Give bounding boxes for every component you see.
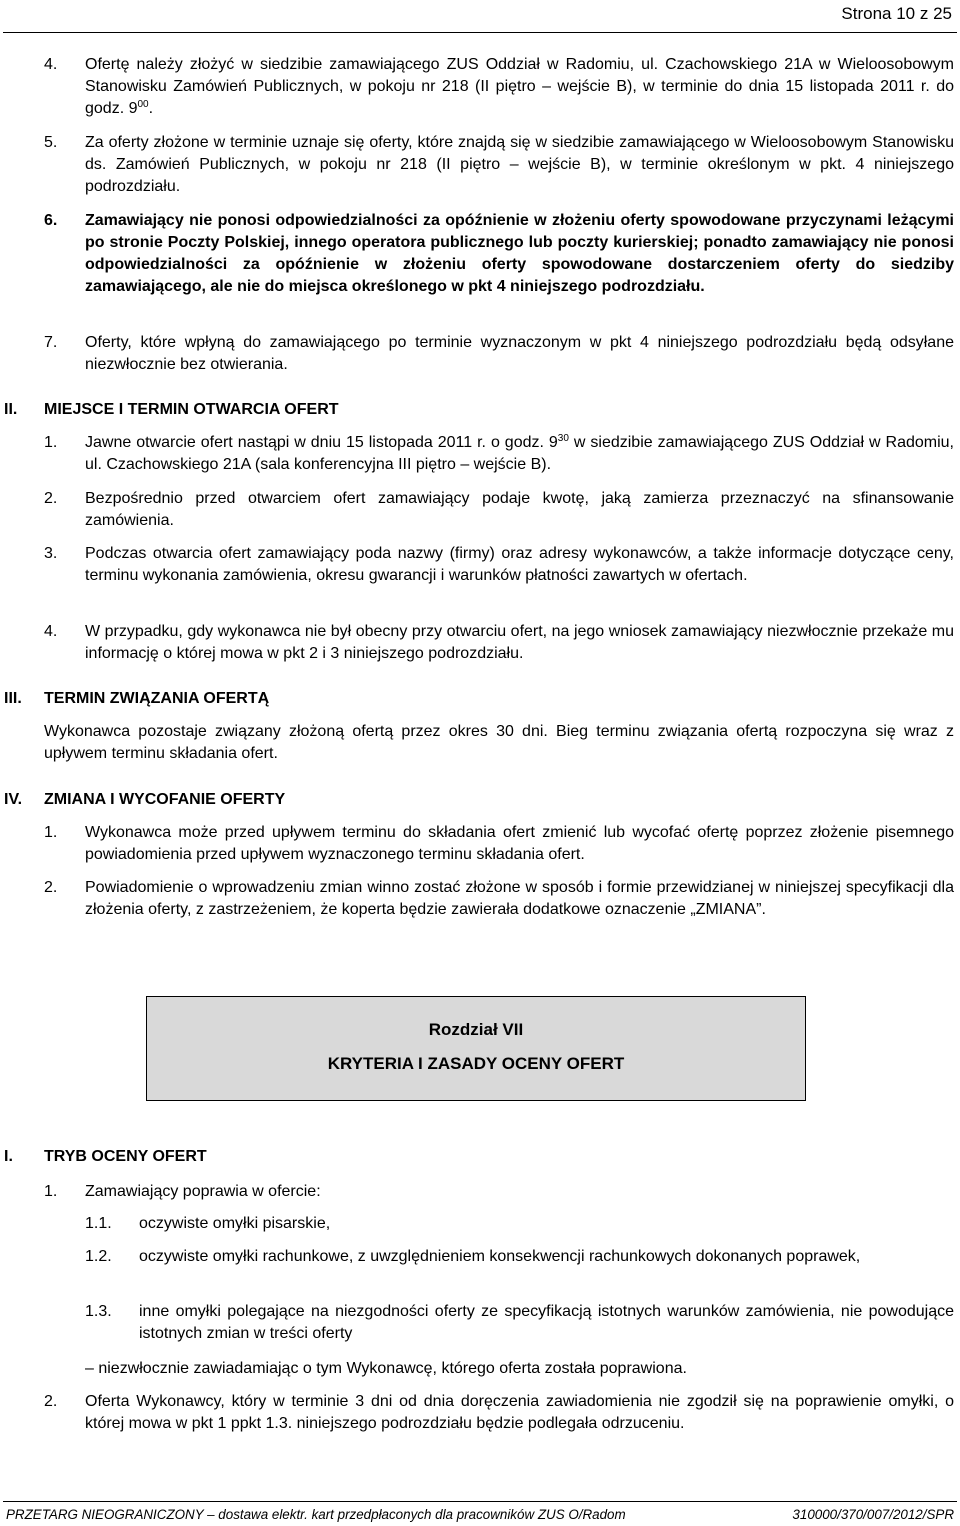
- section-number: III.: [4, 690, 22, 707]
- item-number: 1.: [44, 1183, 58, 1200]
- item-number: 2.: [44, 490, 58, 507]
- sub-item-text: oczywiste omyłki pisarskie,: [139, 1215, 331, 1232]
- item-text: Zamawiający poprawia w ofercie:: [85, 1183, 321, 1200]
- list-item: [44, 822, 954, 866]
- item-number: 2.: [44, 879, 58, 896]
- item-text: Podczas otwarcia ofert zamawiający poda nazwy (firmy) oraz adresy wykonawców, a także informacje dotyczące ceny, terminu wykonania zamówienia, okresu gwarancji i warunków płatności zawartych w ofertach.: [85, 545, 954, 584]
- item-text: Bezpośrednio przed otwarciem ofert zamawiający podaje kwotę, jaką zamierza przeznaczyć na sfinansowanie zamówienia.: [85, 490, 954, 529]
- item-number: 7.: [44, 334, 58, 351]
- chapter-title: KRYTERIA I ZASADY OCENY OFERT: [327, 1054, 625, 1073]
- item-text: Wykonawca może przed upływem terminu do składania ofert zmienić lub wycofać ofertę poprzez złożenie pisemnego powiadomienia przed upływem wyznaczonego terminu składania ofert.: [85, 824, 954, 863]
- sub-item-text: oczywiste omyłki rachunkowe, z uwzględnieniem konsekwencji rachunkowych dokonanych poprawek,: [139, 1248, 861, 1265]
- list-item-4: [44, 54, 954, 120]
- section-title: TRYB OCENY OFERT: [44, 1148, 207, 1165]
- sub-list-item: [85, 1246, 954, 1268]
- section-number: IV.: [4, 791, 23, 808]
- item-text: Jawne otwarcie ofert nastąpi w dniu 15 listopada 2011 r. o godz. $9^{30}$ w siedzibie zamawiającego ZUS Oddział w Radomiu, ul. Czachowskiego 21A (sala konferencyjna III piętro – wejście B).: [85, 433, 954, 473]
- list-item: [44, 621, 954, 665]
- list-item-5: [44, 132, 954, 198]
- item-number: 5.: [44, 134, 58, 151]
- list-item: [44, 432, 954, 476]
- note-text: – niezwłocznie zawiadamiając o tym Wykonawcę, którego oferta została poprawiona.: [85, 1360, 687, 1377]
- footer-title: PRZETARG NIEOGRANICZONY – dostawa elektr. kart przedpłaconych dla pracowników ZUS O/Radom: [6, 1507, 626, 1522]
- list-item: [44, 877, 954, 921]
- item-text: W przypadku, gdy wykonawca nie był obecny przy otwarciu ofert, na jego wniosek zamawiający niezwłocznie przekaże mu informację o której mowa w pkt 2 i 3 niniejszego podrozdziału.: [85, 623, 954, 662]
- item-text: Powiadomienie o wprowadzeniu zmian winno zostać złożone w sposób i formie przewidzianej w niniejszej specyfikacji dla złożenia oferty, z zastrzeżeniem, że koperta będzie zawierała dodatkowe oznaczenie „ZMIANA”.: [85, 879, 954, 918]
- item-number: 1.: [44, 434, 58, 451]
- item-number: 2.: [44, 1393, 58, 1410]
- footer-reference: 310000/370/007/2012/SPR: [792, 1507, 954, 1522]
- list-item: [44, 488, 954, 532]
- sub-item-number: 1.1.: [85, 1215, 112, 1232]
- paragraph: Wykonawca pozostaje związany złożoną ofertą przez okres 30 dni. Bieg terminu związania ofertą rozpoczyna się wraz z upływem terminu składania ofert.: [44, 723, 954, 762]
- item-text: Ofertę należy złożyć w siedzibie zamawiającego ZUS Oddział w Radomiu, ul. Czachowskiego 21A w Wieloosobowym Stanowisku Zamówień Publicznych, w pokoju nr 218 (II piętro – wejście B), w terminie do dnia 15 listopada 2011 r. do godz. $9^{00}$.: [85, 56, 954, 117]
- sub-item-number: 1.3.: [85, 1303, 112, 1320]
- list-item-6: [44, 210, 954, 298]
- chapter-heading-box: [146, 996, 806, 1101]
- page-number: Strona 10 z 25: [841, 4, 952, 23]
- list-item: [44, 1181, 954, 1203]
- item-text: Oferta Wykonawcy, który w terminie 3 dni od dnia doręczenia zawiadomienia nie zgodził się na poprawienie omyłki, o której mowa w pkt 1 ppkt 1.3. niniejszego podrozdziału będzie podlegała odrzuceniu.: [85, 1393, 954, 1432]
- section-number: II.: [4, 401, 18, 418]
- sub-list-item: [85, 1213, 954, 1235]
- item-text: Za oferty złożone w terminie uznaje się oferty, które znajdą się w siedzibie zamawiającego w Wieloosobowym Stanowisku ds. Zamówień Publicznych, w pokoju nr 218 (II piętro – wejście B), w terminie określonym w pkt. 4 niniejszego podrozdziału.: [85, 134, 954, 195]
- sub-item-number: 1.2.: [85, 1248, 112, 1265]
- sub-item-text: inne omyłki polegające na niezgodności oferty ze specyfikacją istotnych warunków zamówienia, nie powodujące istotnych zmian w treści oferty: [139, 1303, 954, 1342]
- footer-rule: [3, 1501, 957, 1502]
- note-line: [85, 1358, 954, 1380]
- chapter-number: Rozdział VII: [428, 1020, 524, 1039]
- item-number: 6.: [44, 212, 58, 229]
- sub-list-item: [85, 1301, 954, 1345]
- item-number: 3.: [44, 545, 58, 562]
- item-text: Oferty, które wpłyną do zamawiającego po terminie wyznaczonym w pkt 4 niniejszego podrozdziału będą odsyłane niezwłocznie bez otwierania.: [85, 334, 954, 373]
- section-title: TERMIN ZWIĄZANIA OFERTĄ: [44, 690, 270, 707]
- item-number: 4.: [44, 623, 58, 640]
- item-number: 4.: [44, 56, 58, 73]
- list-item: [44, 1391, 954, 1435]
- item-text: Zamawiający nie ponosi odpowiedzialności za opóźnienie w złożeniu oferty spowodowane przyczynami leżącymi po stronie Poczty Polskiej, innego operatora publicznego lub poczty kurierskiej; ponadto zamawiający nie ponosi odpowiedzialności za opóźnienie w złożeniu oferty spowodowane dostarczeniem oferty do siedziby zamawiającego, ale nie do miejsca określonego w pkt 4 niniejszego podrozdziału.: [85, 212, 954, 295]
- list-item-7: [44, 332, 954, 376]
- list-item: [44, 543, 954, 587]
- item-number: 1.: [44, 824, 58, 841]
- section-number: I.: [4, 1148, 13, 1165]
- header-rule: [3, 32, 957, 33]
- section-title: MIEJSCE I TERMIN OTWARCIA OFERT: [44, 401, 339, 418]
- section-title: ZMIANA I WYCOFANIE OFERTY: [44, 791, 286, 808]
